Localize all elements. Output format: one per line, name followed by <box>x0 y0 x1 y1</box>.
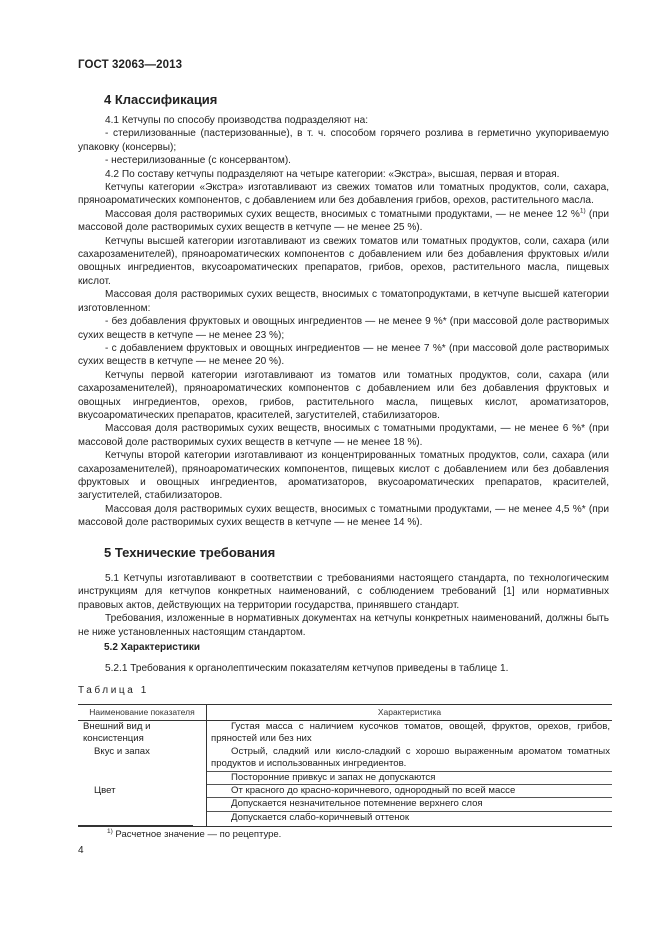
paragraph: Массовая доля растворимых сухих веществ, вносимых с томатными продуктами, — не менее 6 %* (при массовой доле растворимых сухих веществ в кетчупе — не менее 18 %). <box>78 423 609 448</box>
table-cell-indicator <box>78 746 207 772</box>
indicator-name: Цвет <box>94 785 116 797</box>
paragraph: 4.2 По составу кетчупы подразделяют на четыре категории: «Экстра», высшая, первая и вторая. <box>105 168 560 180</box>
footnote-text: Расчетное значение — по рецептуре. <box>112 829 282 840</box>
paragraph: Кетчупы второй категории изготавливают из концентрированных томатных продуктов, соли, сахара (или сахарозаменителей), пряноароматических компонентов, пищевых кислот с добавлением или без добавления фруктовых и овощных ингредиентов, ароматизаторов, вкусоароматических препаратов, красителей, загустителей, стабилизаторов. <box>78 450 609 502</box>
paragraph-text: Массовая доля растворимых сухих веществ, вносимых с томатными продуктами, — не менее 12 % <box>105 208 580 220</box>
table-cell-indicator <box>78 798 207 811</box>
table-row <box>78 798 612 811</box>
characteristic-text: Допускается слабо-коричневый оттенок <box>231 811 410 823</box>
characteristic-text: Допускается незначительное потемнение верхнего слоя <box>207 798 612 811</box>
section-4-body <box>78 114 609 530</box>
table-cell-characteristic <box>207 746 613 772</box>
paragraph: - стерилизованные (пастеризованные), в т. ч. способом горячего розлива в герметично укупориваемую упаковку (консервы); <box>78 128 609 153</box>
table-caption: Таблица 1 <box>78 685 149 696</box>
paragraph: Массовая доля растворимых сухих веществ, вносимых с томатными продуктами, — не менее 4,5 %* (при массовой доле растворимых сухих веществ в кетчупе — не менее 14 %). <box>78 503 609 529</box>
section-5-2-1-body <box>78 662 609 675</box>
table-cell-indicator <box>78 772 207 785</box>
footnote-ref: 1) <box>579 207 586 215</box>
table-row <box>78 721 612 746</box>
footnote-divider <box>78 825 193 826</box>
table-row <box>78 785 612 798</box>
paragraph: Кетчупы первой категории изготавливают из томатов или томатных продуктов, соли, сахара (или сахарозаменителей), пряноароматических компонентов с добавлением или без добавления фруктовых и овощных ингредиентов, орехов, грибов, растительного масла, пищевых кислот, ароматизаторов, вкусоароматических препаратов, красителей, загустителей, стабилизаторов. <box>78 369 609 421</box>
indicator-name: Внешний вид и консистенция <box>83 721 151 745</box>
table-cell-characteristic <box>207 798 613 811</box>
paragraph-extra-mass <box>78 208 609 235</box>
page-number: 4 <box>78 845 84 856</box>
footnote <box>107 829 281 840</box>
table-cell-indicator <box>78 785 207 798</box>
document-header: ГОСТ 32063—2013 <box>78 59 183 71</box>
indicator-name: Вкус и запах <box>94 745 150 757</box>
paragraph: 5.2.1 Требования к органолептическим показателям кетчупов приведены в таблице 1. <box>105 663 509 674</box>
paragraph: 4.1 Кетчупы по способу производства подразделяют на: <box>105 115 369 126</box>
characteristic-text: Посторонние привкус и запах не допускаются <box>207 772 612 785</box>
characteristic-text: От красного до красно-коричневого, однородный по всей массе <box>207 785 612 798</box>
paragraph: Кетчупы высшей категории изготавливают из свежих томатов или томатных продуктов, соли, сахара (или сахарозаменителей), пряноароматических компонентов с добавлением или без добавления фруктовых и/или овощных ингредиентов, вкусоароматических препаратов, грибов, орехов, растительного масла, пищевых кислот. <box>78 235 609 287</box>
paragraph: 5.1 Кетчупы изготавливают в соответствии с требованиями настоящего стандарта, по технологическим инструкциям для кетчупов конкретных наименований, с соблюдением требований [1] или нормативных правовых актов, действующих на территории государства, принявшего стандарт. <box>78 573 609 611</box>
table-cell-characteristic <box>207 772 613 785</box>
section-5-body <box>78 572 609 639</box>
table-cell-indicator <box>78 721 207 746</box>
section-4-title: 4 Классификация <box>104 92 218 107</box>
column-header-indicator: Наименование показателя <box>78 705 207 721</box>
table-row <box>78 746 612 772</box>
paragraph: Требования, изложенные в нормативных документах на кетчупы конкретных наименований, должны быть не ниже установленных настоящим стандартом. <box>78 613 609 638</box>
footnote-mark: 1) <box>107 827 113 835</box>
table-row <box>78 772 612 785</box>
paragraph: Кетчупы категории «Экстра» изготавливают из свежих томатов или томатных продуктов, соли, сахара, пряноароматических компонентов, с добавлением или без добавления грибов, орехов, растительного масла. <box>78 182 609 207</box>
paragraph: - без добавления фруктовых и овощных ингредиентов — не менее 9 %* (при массовой доле растворимых сухих веществ в кетчупе — не менее 23 %); <box>78 316 609 341</box>
paragraph: Массовая доля растворимых сухих веществ, вносимых с томатопродуктами, в кетчупе высшей категории изготовленном: <box>78 289 609 314</box>
table-header-row <box>78 705 612 721</box>
characteristic-text: Острый, сладкий или кисло-сладкий с хорошо выраженным ароматом томатных продуктов и использованных ингредиентов. <box>207 746 612 772</box>
characteristic-text: Густая масса с наличием кусочков томатов, овощей, фруктов, орехов, грибов, пряностей или без них <box>211 721 610 745</box>
paragraph: - с добавлением фруктовых и овощных ингредиентов — не менее 7 %* (при массовой доле растворимых сухих веществ в кетчупе — не менее 20 %). <box>78 342 609 368</box>
paragraph-text: (при массовой доле растворимых сухих веществ в кетчупе — не менее 25 %). <box>78 208 609 234</box>
table-cell-characteristic <box>207 812 613 827</box>
column-header-characteristic: Характеристика <box>207 705 613 721</box>
organoleptic-table <box>78 704 612 827</box>
subsection-5-2-title: 5.2 Характеристики <box>104 642 201 653</box>
section-5-title: 5 Технические требования <box>104 545 276 560</box>
table-cell-characteristic <box>207 785 613 798</box>
paragraph: - нестерилизованные (с консервантом). <box>105 155 291 167</box>
table-cell-characteristic <box>207 721 613 746</box>
